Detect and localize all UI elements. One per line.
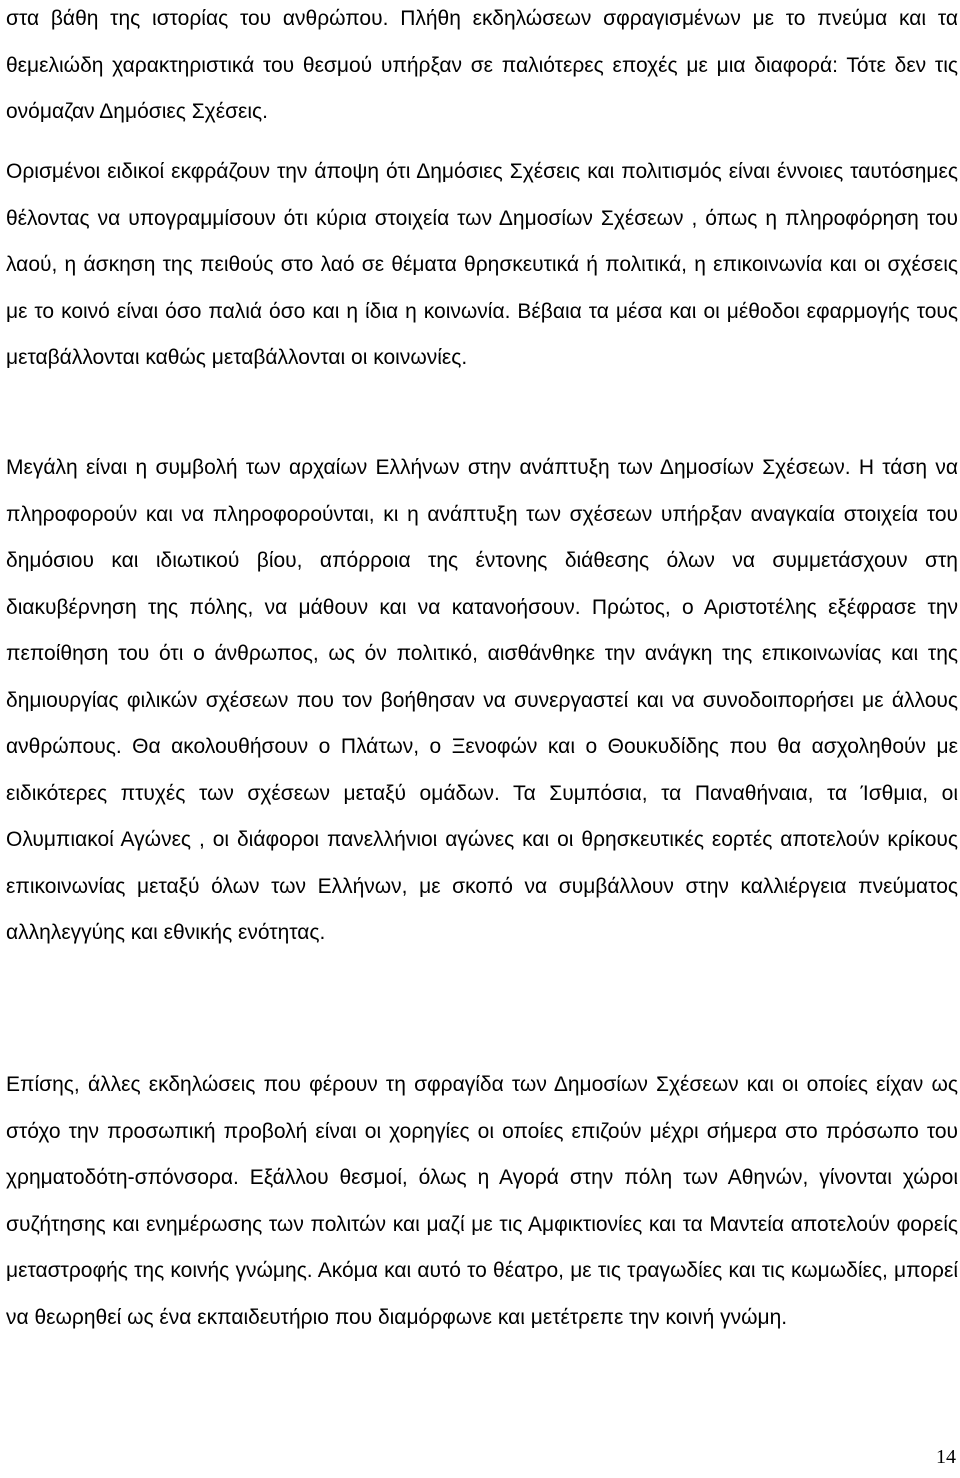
paragraph-2: Ορισμένοι ειδικοί εκφράζουν την άποψη ότι Δημόσιες Σχέσεις και πολιτισμός είναι έννοιες ταυτόσημες θέλοντας να υπογραμμίσουν ότι κύρια στοιχεία των Δημοσίων Σχέσεων , όπως η πληροφόρηση του λαού, η άσκηση της πειθούς στο λαό σε θέματα θρησκευτικά ή πολιτικά, η επικοινωνία και οι σχέσεις με το κοινό είναι όσο παλιά όσο και η ίδια η κοινωνία. Βέβαια τα μέσα και οι μέθοδοι εφαρμογής τους μεταβάλλονται καθώς μεταβάλλονται οι κοινωνίες. [6, 160, 958, 369]
paragraph-4: Επίσης, άλλες εκδηλώσεις που φέρουν τη σφραγίδα των Δημοσίων Σχέσεων και οι οποίες είχαν ως στόχο την προσωπική προβολή είναι οι χορηγίες οι οποίες επιζούν μέχρι σήμερα στο πρόσωπο του χρηματοδότη-σπόνσορα. Εξάλλου θεσμοί, όλως η Αγορά στην πόλη των Αθηνών, γίνονται χώροι συζήτησης και ενημέρωσης των πολιτών και μαζί με τις Αμφικτιονίες και τα Μαντεία αποτελούν φορείς μεταστροφής της κοινής γνώμης. Ακόμα και αυτό το θέατρο, με τις τραγωδίες και τις κωμωδίες, μπορεί να θεωρηθεί ως ένα εκπαιδευτήριο που διαμόρφωνε και μετέτρεπε την κοινή γνώμη. [6, 1073, 958, 1329]
paragraph-3: Μεγάλη είναι η συμβολή των αρχαίων Ελλήνων στην ανάπτυξη των Δημοσίων Σχέσεων. Η τάση να πληροφορούν και να πληροφορούνται, κι η ανάπτυξη των σχέσεων υπήρξαν αναγκαία στοιχεία του δημόσιου και ιδιωτικού βίου, απόρροια της έντονης διάθεσης όλων να συμμετάσχουν στη διακυβέρνηση της πόλης, να μάθουν και να κατανοήσουν. Πρώτος, ο Αριστοτέλης εξέφρασε την πεποίθηση του ότι ο άνθρωπος, ως όν πολιτικό, αισθάνθηκε την ανάγκη της επικοινωνίας και της δημιουργίας φιλικών σχέσεων που τον βοήθησαν να συνεργαστεί και να συνοδοιπορήσει με άλλους ανθρώπους. Θα ακολουθήσουν ο Πλάτων, ο Ξενοφών και ο Θουκυδίδης που θα ασχοληθούν με ειδικότερες πτυχές των σχέσεων μεταξύ ομάδων. Τα Συμπόσια, τα Παναθήναια, τα Ίσθμια, οι Ολυμπιακοί Αγώνες , οι διάφοροι πανελλήνιοι αγώνες και οι θρησκευτικές εορτές αποτελούν κρίκους επικοινωνίας μεταξύ όλων των Ελλήνων, με σκοπό να συμβάλλουν στην καλλιέργεια πνεύματος αλληλεγγύης και εθνικής ενότητας. [6, 456, 958, 944]
paragraph-1: στα βάθη της ιστορίας του ανθρώπου. Πλήθη εκδηλώσεων σφραγισμένων με το πνεύμα και τα θεμελιώδη χαρακτηριστικά του θεσμού υπήρξαν σε παλιότερες εποχές με μια διαφορά: Τότε δεν τις ονόμαζαν Δημόσιες Σχέσεις. [6, 7, 958, 123]
page-number: 14 [936, 1446, 956, 1468]
